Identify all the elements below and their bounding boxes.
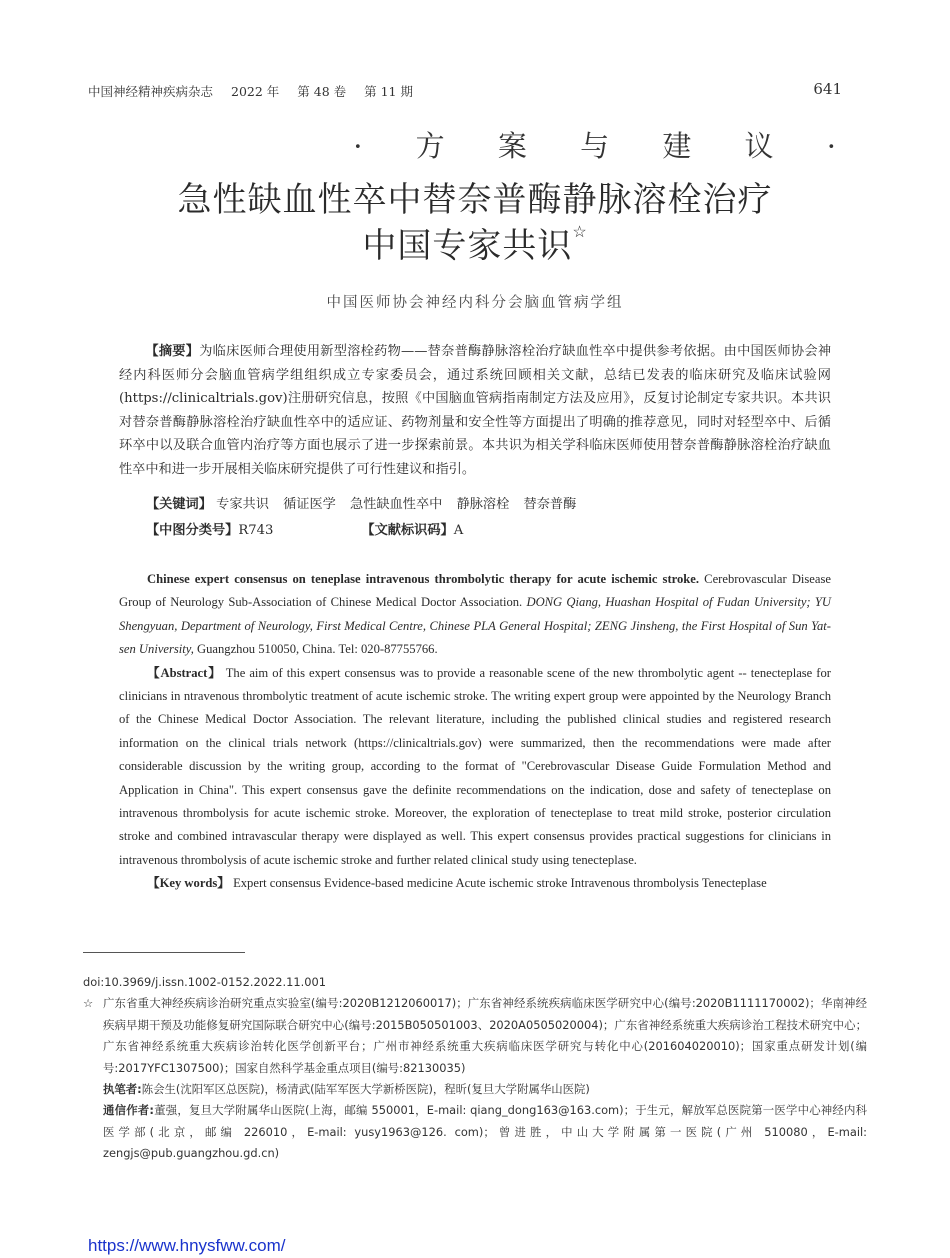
journal-name: 中国神经精神疾病杂志 — [88, 84, 214, 99]
english-address: Guangzhou 510050, China. Tel: 020-87755766. — [197, 642, 438, 657]
classification-line — [146, 519, 463, 538]
writers-footnote — [83, 1079, 867, 1100]
abstract-label-en: 【Abstract】 — [147, 665, 222, 680]
english-abstract-paragraph — [119, 662, 831, 873]
keywords-label-cn: 【关键词】 — [146, 497, 212, 512]
english-authors: DONG Qiang, Huashan Hospital of Fudan University; YU Shengyuan, Department of Neurology, First Medical Centre, Chinese PLA General Hospital; ZENG Jinsheng, the First Hospital of Sun Yat-sen University, — [119, 595, 831, 657]
writers-text: 陈会生(沈阳军区总医院)，杨清武(陆军军医大学新桥医院)，程昕(复旦大学附属华山医院) — [141, 1082, 590, 1097]
fund-star-icon: ☆ — [572, 222, 588, 241]
fund-text: 广东省重大神经疾病诊治研究重点实验室(编号:2020B1212060017)；广东省神经系统疾病临床医学研究中心(编号:2020B1111170002)；华南神经疾病早期干预及功能修复研究国际联合研究中心(编号:2015B050501003、2020A0505020004)；广东省神经系统重大疾病诊治工程技术研究中心；广东省神经系统重大疾病诊治转化医学创新平台；广州市神经系统重大疾病临床医学研究与转化中心(201604020010)；国家重点研发计划(编号:2017YFC1307500)；国家自然科学基金重点项目(编号:82130035) — [103, 996, 867, 1075]
source-url-link[interactable]: https://www.hnysfww.com/ — [88, 1236, 286, 1255]
fund-footnote — [83, 993, 867, 1079]
paper-title-line1: 急性缺血性卒中替奈普酶静脉溶栓治疗 — [177, 180, 773, 220]
page-number: 641 — [813, 80, 842, 98]
journal-year: 2022 年 — [231, 84, 280, 99]
footnotes — [83, 972, 867, 1165]
writers-label: 执笔者: — [103, 1082, 142, 1097]
running-header — [88, 82, 427, 100]
abstract-text-cn: 为临床医师合理使用新型溶栓药物——替奈普酶静脉溶栓治疗缺血性卒中提供参考依据。由中国医师协会神经内科医师分会脑血管病学组组织成立专家委员会，通过系统回顾相关文献，总结已发表的临床研究及临床试验网(https://clinicaltrials.gov)注册研究信息，按照《中国脑血管病指南制定方法及应用》，反复讨论制定专家共识。本共识对替奈普酶静脉溶栓治疗缺血性卒中的适应证、药物剂量和安全性等方面提出了明确的推荐意见，同时对轻型卒中、后循环卒中以及联合血管内治疗等方面也展示了进一步探索前景。本共识为相关学科临床医师使用替奈普酶静脉溶栓治疗缺血性卒中和进一步开展相关临床研究提供了可行性建议和指引。 — [119, 344, 832, 477]
footnote-divider — [83, 952, 245, 953]
fund-star-icon: ☆ — [83, 996, 94, 1011]
class-value: R743 — [238, 523, 274, 538]
doi-line: doi:10.3969/j.issn.1002-0152.2022.11.001 — [83, 975, 326, 989]
paper-title-line2-text: 中国专家共识 — [362, 226, 573, 266]
keyword-cn: 静脉溶栓 — [456, 497, 510, 512]
paper-title-line2 — [0, 218, 950, 267]
correspondence-text: 董强，复旦大学附属华山医院(上海，邮编 550001，E-mail: qiang_dong163@163.com)；于生元，解放军总医院第一医学中心神经内科医学部(北京，邮编 226010，E-mail: yusy1963@126. com)；曾进胜，中山大学附属第一医院(广州 510080，E-mail: zengjs@pub.guangzhou.gd.cn) — [103, 1103, 868, 1161]
english-keywords-paragraph — [119, 872, 831, 895]
class-label: 【中图分类号】 — [146, 523, 239, 538]
keywords-label-en: 【Key words】 — [147, 876, 230, 891]
correspondence-footnote — [83, 1100, 867, 1164]
chinese-keywords — [146, 493, 586, 512]
english-group: Cerebrovascular Disease Group of Neurology Sub-Association of Chinese Medical Doctor Association. — [119, 572, 831, 610]
section-label: · 方 案 与 建 议 · — [353, 129, 858, 163]
english-title-paragraph — [119, 568, 831, 662]
correspondence-label: 通信作者: — [103, 1103, 154, 1118]
english-title: Chinese expert consensus on teneplase intravenous thrombolytic therapy for acute ischemic stroke. — [147, 572, 700, 586]
author-group: 中国医师协会神经内科分会脑血管病学组 — [326, 295, 624, 311]
journal-volume: 第 48 卷 — [297, 84, 347, 99]
keyword-cn: 专家共识 — [216, 497, 269, 512]
english-abstract-block — [119, 568, 831, 896]
abstract-label-cn: 【摘要】 — [145, 344, 200, 359]
doc-code-value: A — [453, 523, 464, 538]
journal-issue: 第 11 期 — [364, 84, 413, 99]
keyword-cn: 急性缺血性卒中 — [350, 497, 443, 512]
abstract-text-en: The aim of this expert consensus was to provide a reasonable scene of the new thrombolytic agent -- tenecteplase for clinicians in ntravenous thrombolytic treatment of acute ischemic stroke. The writing expert group were appointed by the Neurology Branch of the Chinese Medical Doctor Association. The relevant literature, including the published clinical studies and registered research information on the clinical trials network (https://clinicaltrials.gov) were summarized, then the recommendations were made after considerable discussion by the writing group, according to the format of "Cerebrovascular Disease Guide Formulation Method and Application in China". This expert consensus gave the definite recommendations on the indication, dose and safety of tenecteplase on intravenous thrombolysis for acute ischemic stroke. Moreover, the exploration of tenecteplase to treat mild stroke, posterior circulation stroke and combined intravascular therapy were displayed as well. This expert consensus provides practical suggestions for clinicians in intravenous thrombolysis of acute ischemic stroke and further related clinical study using tenecteplase. — [119, 665, 831, 867]
doc-code-label: 【文献标识码】 — [361, 523, 454, 538]
keywords-text-en: Expert consensus Evidence-based medicine Acute ischemic stroke Intravenous thrombolysis Tenecteplase — [233, 876, 767, 891]
keyword-cn: 替奈普酶 — [523, 497, 577, 512]
chinese-abstract — [119, 340, 831, 481]
keyword-cn: 循证医学 — [283, 497, 336, 512]
